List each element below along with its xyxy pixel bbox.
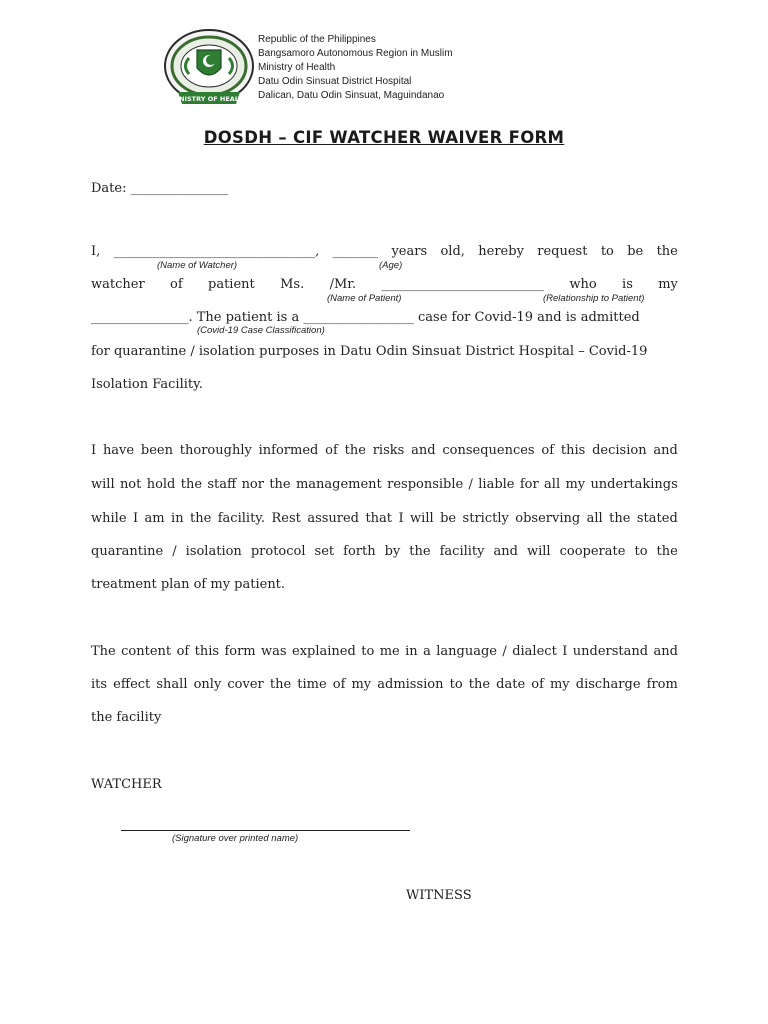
word: years: [391, 244, 428, 259]
caption-name-of-patient: (Name of Patient): [327, 293, 402, 304]
word: risks: [372, 443, 405, 458]
word: stated: [636, 511, 678, 526]
word: is: [622, 277, 633, 292]
word: Rest: [271, 511, 301, 526]
word: content: [121, 644, 172, 659]
p2-line-4: [91, 544, 678, 559]
word: I: [562, 644, 568, 659]
word: explained: [292, 644, 356, 659]
word: quarantine: [91, 544, 164, 559]
watcher-label: WATCHER: [91, 777, 162, 792]
word: Ms.: [280, 277, 305, 292]
word: all: [586, 511, 603, 526]
word: and: [653, 443, 678, 458]
word: to: [600, 244, 614, 259]
caption-age: (Age): [379, 260, 403, 271]
word: my: [565, 477, 586, 492]
word: effect: [113, 677, 151, 692]
word: who: [569, 277, 597, 292]
word: undertakings: [590, 477, 678, 492]
word: management: [295, 477, 382, 492]
p2-line-3: [91, 511, 678, 526]
word: hold: [146, 477, 176, 492]
word: I: [132, 511, 139, 526]
p1-line-5: Isolation Facility.: [91, 377, 203, 392]
word: set: [314, 544, 335, 559]
header-line: Republic of the Philippines: [258, 34, 376, 45]
word: of: [541, 443, 555, 458]
word: the: [344, 443, 366, 458]
word: will: [91, 477, 115, 492]
word: I: [91, 443, 97, 458]
p3-line-1: [91, 644, 678, 659]
word: for: [519, 477, 539, 492]
word: was: [261, 644, 287, 659]
word: my: [658, 277, 678, 292]
word: the: [269, 677, 292, 692]
word: thoroughly: [179, 443, 252, 458]
word: patient: [208, 277, 255, 292]
word: language: [436, 644, 497, 659]
word: I: [398, 511, 404, 526]
word: responsible: [387, 477, 464, 492]
word: forth: [343, 544, 376, 559]
word: date: [496, 677, 526, 692]
word: that: [365, 511, 393, 526]
word: have: [102, 443, 135, 458]
word: _________________________: [381, 277, 545, 292]
p2-line-2: [91, 477, 678, 492]
p3-line-3: the facility: [91, 710, 162, 725]
word: and: [653, 644, 678, 659]
word: old,: [440, 244, 465, 259]
word: strictly: [462, 511, 509, 526]
word: while: [91, 511, 127, 526]
word: my: [549, 677, 570, 692]
word: be: [627, 244, 644, 259]
p2-line-5: treatment plan of my patient.: [91, 577, 286, 592]
word: of: [332, 677, 346, 692]
word: its: [91, 677, 108, 692]
word: watcher: [91, 277, 145, 292]
word: dialect: [512, 644, 557, 659]
word: of: [170, 277, 183, 292]
word: liable: [478, 477, 515, 492]
word: /: [172, 544, 177, 559]
word: am: [144, 511, 165, 526]
word: nor: [241, 477, 264, 492]
word: of: [176, 644, 190, 659]
word: discharge: [575, 677, 641, 692]
word: by: [384, 544, 401, 559]
word: consequences: [442, 443, 535, 458]
word: the: [468, 677, 491, 692]
word: _______________________________,: [113, 244, 320, 259]
word: /: [502, 644, 507, 659]
word: observing: [515, 511, 581, 526]
word: will: [526, 544, 551, 559]
caption-signature: (Signature over printed name): [172, 833, 299, 844]
word: my: [351, 677, 372, 692]
word: me: [379, 644, 400, 659]
word: the: [609, 511, 631, 526]
word: this: [560, 443, 586, 458]
watcher-signature-line: [121, 830, 410, 831]
word: facility.: [217, 511, 266, 526]
word: in: [171, 511, 184, 526]
word: to: [361, 644, 375, 659]
word: request: [537, 244, 588, 259]
word: a: [423, 644, 431, 659]
word: the: [656, 244, 678, 259]
word: understand: [572, 644, 649, 659]
word: the: [180, 477, 203, 492]
p1-line-1: [91, 244, 678, 259]
word: be: [440, 511, 457, 526]
p2-line-1: [91, 443, 678, 458]
word: this: [194, 644, 220, 659]
header-line: Ministry of Health: [258, 62, 336, 73]
word: of: [531, 677, 544, 692]
p1-line-2: [91, 277, 678, 292]
word: shall: [156, 677, 188, 692]
letterhead: [258, 33, 453, 103]
p1-line-4: for quarantine / isolation purposes in Datu Odin Sinsuat District Hospital – Covid-19: [91, 344, 648, 359]
word: _______: [332, 244, 379, 259]
word: cover: [227, 677, 264, 692]
word: /Mr.: [329, 277, 357, 292]
word: hereby: [478, 244, 524, 259]
word: and: [411, 443, 436, 458]
word: of: [325, 443, 338, 458]
header-line: Dalican, Datu Odin Sinsuat, Maguindanao: [258, 90, 445, 101]
caption-case-classification: (Covid-19 Case Classification): [197, 325, 325, 336]
word: informed: [258, 443, 319, 458]
word: been: [140, 443, 173, 458]
date-field: Date: _______________: [91, 181, 229, 196]
word: staff: [207, 477, 237, 492]
word: time: [297, 677, 327, 692]
word: isolation: [185, 544, 242, 559]
seal-banner-text: MINISTRY OF HEALTH: [170, 95, 248, 103]
word: to: [449, 677, 463, 692]
word: in: [405, 644, 418, 659]
caption-name-of-watcher: (Name of Watcher): [157, 260, 238, 271]
word: assured: [307, 511, 360, 526]
header-line: Datu Odin Sinsuat District Hospital: [258, 76, 412, 87]
word: the: [190, 511, 212, 526]
word: all: [544, 477, 561, 492]
word: from: [646, 677, 678, 692]
ministry-of-health-seal-logo: [162, 28, 256, 108]
word: form: [224, 644, 256, 659]
p3-line-2: [91, 677, 678, 692]
word: The: [91, 644, 116, 659]
word: facility: [439, 544, 485, 559]
word: I,: [91, 244, 101, 259]
word: cooperate: [559, 544, 626, 559]
word: the: [409, 544, 431, 559]
word: to: [634, 544, 648, 559]
word: protocol: [250, 544, 306, 559]
word: not: [119, 477, 142, 492]
p1-line-3: _______________. The patient is a _________________ case for Covid-19 and is admitted: [91, 310, 640, 325]
word: the: [269, 477, 291, 492]
form-title: DOSDH – CIF WATCHER WAIVER FORM: [203, 128, 565, 147]
word: decision: [592, 443, 647, 458]
word: and: [493, 544, 518, 559]
witness-label: WITNESS: [406, 888, 472, 903]
word: admission: [377, 677, 444, 692]
header-line: Bangsamoro Autonomous Region in Muslim: [258, 48, 453, 59]
word: will: [410, 511, 434, 526]
caption-relationship-to-patient: (Relationship to Patient): [543, 293, 645, 304]
word: only: [193, 677, 222, 692]
word: the: [656, 544, 678, 559]
word: /: [468, 477, 473, 492]
